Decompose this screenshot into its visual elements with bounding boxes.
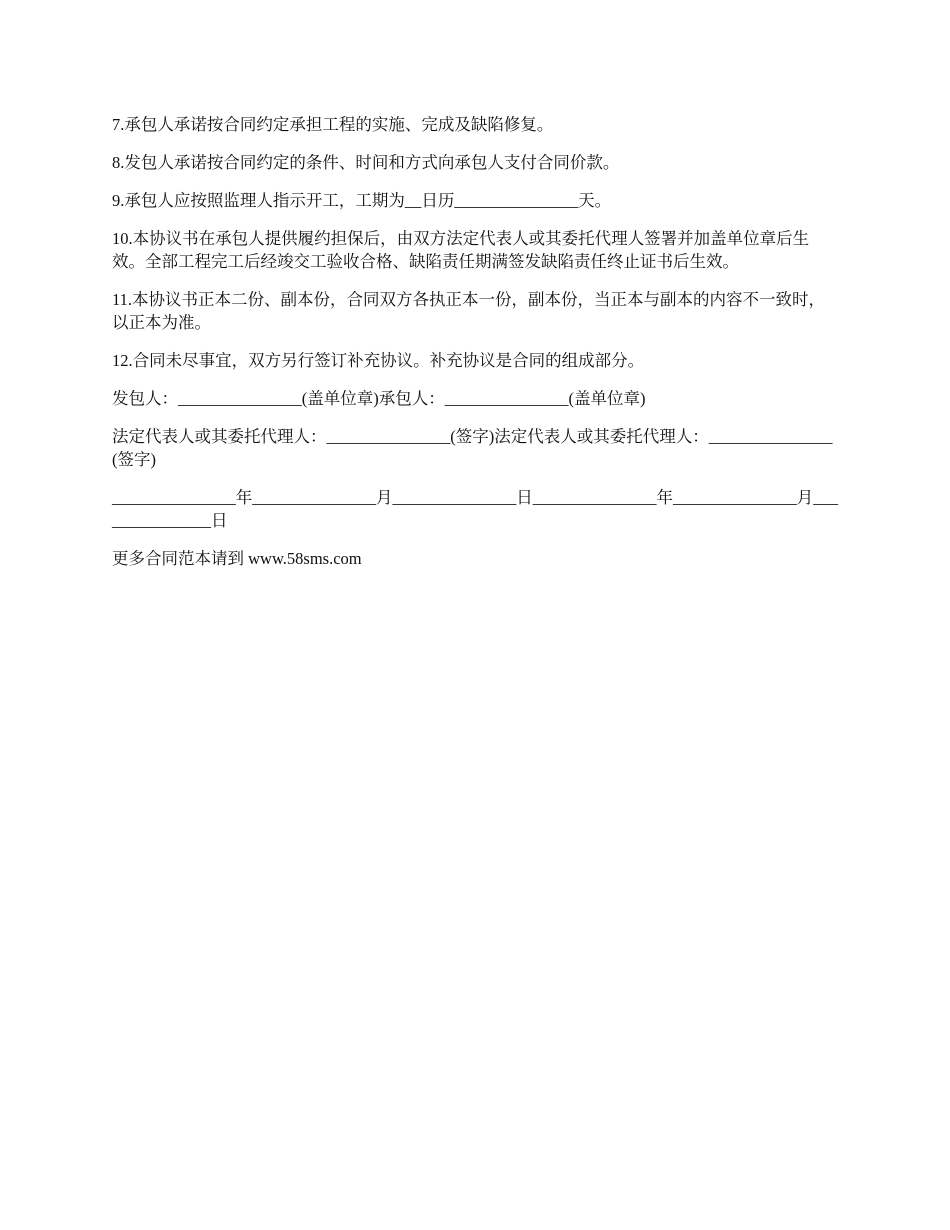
representative-signature-line: 法定代表人或其委托代理人：_______________(签字)法定代表人或其委托代理人：_______________(签字): [112, 427, 833, 469]
clause-7: 7.承包人承诺按合同约定承担工程的实施、完成及缺陷修复。: [112, 115, 554, 134]
party-signature-line: 发包人：_______________(盖单位章)承包人：_______________(盖单位章): [112, 389, 646, 408]
clause-9: 9.承包人应按照监理人指示开工，工期为__日历_______________天。: [112, 191, 612, 210]
document-page: [112, 113, 840, 585]
clause-10: 10.本协议书在承包人提供履约担保后，由双方法定代表人或其委托代理人签署并加盖单位章后生效。全部工程完工后经竣交工验收合格、缺陷责任期满签发缺陷责任终止证书后生效。: [112, 229, 810, 271]
footer-note: 更多合同范本请到 www.58sms.com: [112, 549, 362, 568]
clause-11: 11.本协议书正本二份、副本份，合同双方各执正本一份，副本份，当正本与副本的内容不一致时，以正本为准。: [112, 290, 826, 332]
clause-12: 12.合同未尽事宜，双方另行签订补充协议。补充协议是合同的组成部分。: [112, 351, 645, 370]
clause-8: 8.发包人承诺按合同约定的条件、时间和方式向承包人支付合同价款。: [112, 153, 620, 172]
date-line: _______________年_______________月_______________日_______________年_______________月_______________日: [112, 488, 838, 530]
